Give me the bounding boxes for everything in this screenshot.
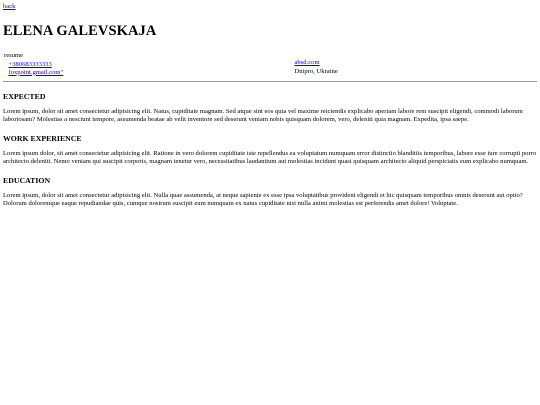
section-heading-expected: EXPECTED xyxy=(3,91,46,101)
section-text-work-experience: Lorem ipsum dolor, sit amet consectetur adipisicing elit. Ratione in vero dolorem cupiditate iste repellendus ea voluptatum numquam error distinctio blanditiis temporibus, labore esse iure corrupti porro architecto deleniti. Nemo veniam qui suscipit corporis, magnam tenetur vero, necessitatibus laudantium aut molestias incidunt quasi quisquam architecto aliquid perspiciatis eum explicabo numquam. xyxy=(3,149,537,165)
section-heading-work-experience: WORK EXPERIENCE xyxy=(3,134,82,144)
section-work-experience xyxy=(3,134,537,166)
contact-column-right xyxy=(289,52,537,77)
email-link[interactable]: foxpoint.gmail.com" xyxy=(8,68,64,76)
resume-photo-alt: resume xyxy=(4,52,24,60)
contact-info xyxy=(3,52,537,77)
section-heading-education: EDUCATION xyxy=(3,176,51,186)
back-link[interactable]: back xyxy=(3,3,16,10)
section-education xyxy=(3,176,537,208)
resume-photo xyxy=(3,52,289,60)
website-link[interactable]: absd.com xyxy=(294,59,320,67)
location-row xyxy=(289,68,537,76)
divider xyxy=(3,81,537,82)
phone-row xyxy=(3,61,289,69)
page-title: ELENA GALEVSKAJA xyxy=(3,23,157,40)
section-text-education: Lorem ipsum, dolor sit amet consectetur adipisicing elit. Nulla quae assumenda, at neque sapiente ex esse ipsa voluptatibus provident eligendi et hic quisquam temporibus omnis deserunt aut optio? Dolorum doloremque eaque repudiandae quis, cumque nostrum suscipit eum numquam ex natus cupiditate nisi nulla animi molestias est perferendis amet dolore! Voluptate. xyxy=(3,191,523,208)
location-text: Dnipro, Ukraine xyxy=(294,67,338,75)
phone-link[interactable]: +380683333333 xyxy=(8,60,52,68)
contact-column-left xyxy=(3,52,289,77)
section-text-expected: Lorem ipsum, dolor sit amet consectetur adipisicing elit. Natus, cupiditate magnam. Sed atque sint eos quia vel maxime reiciendis explicabo aperiam labore rem suscipit eligendi, commodi laborum laboriosam? Molestias a nesciunt tempore, assumenda beatae ab velit inventore sed deserunt veniam nobis quisquam dolorem, vero, deleniti quia magnam. Expedita, ipsa saepe. xyxy=(3,107,523,123)
email-row xyxy=(3,69,289,77)
section-expected xyxy=(3,92,537,124)
website-row xyxy=(289,59,537,67)
